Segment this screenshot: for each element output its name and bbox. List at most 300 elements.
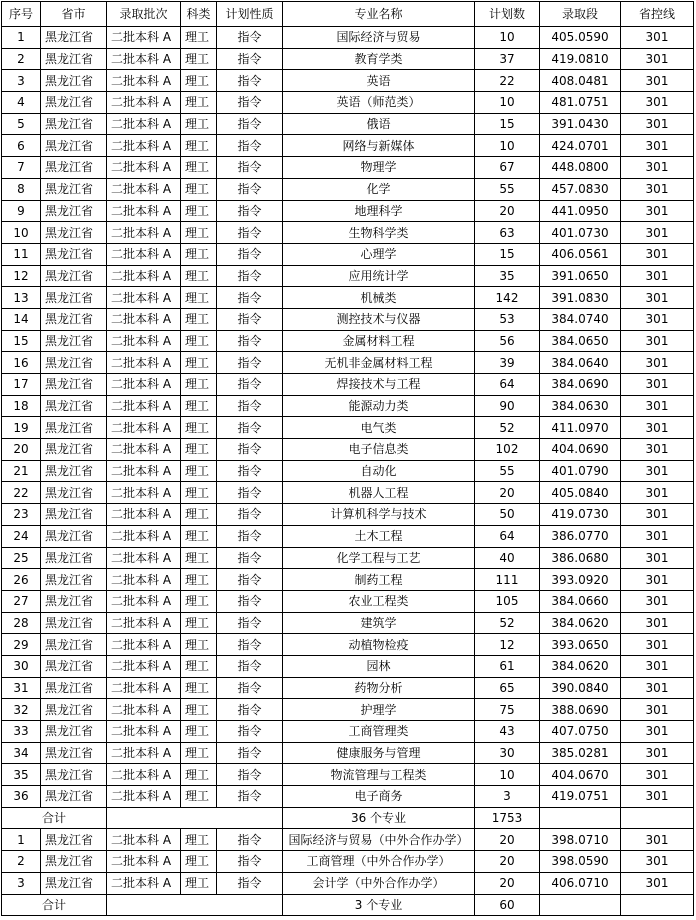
table-cell: 398.0590 xyxy=(540,851,621,873)
table-cell: 二批本科 A xyxy=(107,612,181,634)
table-cell: 能源动力类 xyxy=(283,395,475,417)
table-cell: 39 xyxy=(475,352,540,374)
table-cell: 理工 xyxy=(181,482,217,504)
table-cell: 23 xyxy=(2,504,41,526)
table-cell: 301 xyxy=(621,70,694,92)
admission-table xyxy=(1,1,694,916)
table-cell: 国际经济与贸易（中外合作办学） xyxy=(283,829,475,851)
table-row xyxy=(2,872,694,894)
table-cell: 二批本科 A xyxy=(107,721,181,743)
table-cell: 301 xyxy=(621,395,694,417)
table-cell: 301 xyxy=(621,460,694,482)
table-cell: 301 xyxy=(621,200,694,222)
table-cell: 指令 xyxy=(217,525,283,547)
empty-cell xyxy=(540,807,621,829)
table-cell: 384.0740 xyxy=(540,308,621,330)
column-header: 录取批次 xyxy=(107,2,181,27)
table-cell: 二批本科 A xyxy=(107,374,181,396)
table-cell: 应用统计学 xyxy=(283,265,475,287)
table-cell: 黑龙江省 xyxy=(41,612,107,634)
table-row xyxy=(2,547,694,569)
table-cell: 黑龙江省 xyxy=(41,70,107,92)
table-cell: 16 xyxy=(2,352,41,374)
table-cell: 301 xyxy=(621,786,694,808)
table-cell: 无机非金属材料工程 xyxy=(283,352,475,374)
table-cell: 二批本科 A xyxy=(107,634,181,656)
table-row xyxy=(2,851,694,873)
table-cell: 二批本科 A xyxy=(107,851,181,873)
table-cell: 黑龙江省 xyxy=(41,48,107,70)
table-cell: 指令 xyxy=(217,157,283,179)
table-cell: 401.0790 xyxy=(540,460,621,482)
table-cell: 301 xyxy=(621,504,694,526)
table-cell: 301 xyxy=(621,352,694,374)
table-cell: 301 xyxy=(621,27,694,49)
table-cell: 测控技术与仪器 xyxy=(283,308,475,330)
table-cell: 理工 xyxy=(181,612,217,634)
table-row xyxy=(2,764,694,786)
table-cell: 护理学 xyxy=(283,699,475,721)
table-cell: 301 xyxy=(621,178,694,200)
table-cell: 26 xyxy=(2,569,41,591)
table-cell: 32 xyxy=(2,699,41,721)
table-cell: 406.0710 xyxy=(540,872,621,894)
table-cell: 30 xyxy=(2,655,41,677)
table-cell: 386.0770 xyxy=(540,525,621,547)
table-row xyxy=(2,330,694,352)
table-cell: 二批本科 A xyxy=(107,395,181,417)
table-row xyxy=(2,287,694,309)
table-row xyxy=(2,460,694,482)
column-header: 计划数 xyxy=(475,2,540,27)
table-row xyxy=(2,308,694,330)
table-cell: 指令 xyxy=(217,482,283,504)
table-cell: 二批本科 A xyxy=(107,48,181,70)
table-cell: 404.0690 xyxy=(540,439,621,461)
table-cell: 化学工程与工艺 xyxy=(283,547,475,569)
table-cell: 黑龙江省 xyxy=(41,222,107,244)
table-cell: 二批本科 A xyxy=(107,786,181,808)
table-cell: 理工 xyxy=(181,590,217,612)
column-header: 录取段 xyxy=(540,2,621,27)
table-cell: 20 xyxy=(475,482,540,504)
table-cell: 理工 xyxy=(181,417,217,439)
table-cell: 指令 xyxy=(217,330,283,352)
table-row xyxy=(2,157,694,179)
table-cell: 指令 xyxy=(217,178,283,200)
table-cell: 30 xyxy=(475,742,540,764)
table-cell: 黑龙江省 xyxy=(41,135,107,157)
table-cell: 指令 xyxy=(217,460,283,482)
table-cell: 黑龙江省 xyxy=(41,829,107,851)
table-cell: 理工 xyxy=(181,222,217,244)
table-cell: 理工 xyxy=(181,547,217,569)
table-cell: 会计学（中外合作办学） xyxy=(283,872,475,894)
table-cell: 黑龙江省 xyxy=(41,677,107,699)
empty-cell xyxy=(107,807,283,829)
table-row xyxy=(2,569,694,591)
table-cell: 二批本科 A xyxy=(107,655,181,677)
header-row xyxy=(2,2,694,27)
table-cell: 448.0800 xyxy=(540,157,621,179)
table-cell: 65 xyxy=(475,677,540,699)
table-cell: 28 xyxy=(2,612,41,634)
table-cell: 指令 xyxy=(217,699,283,721)
table-cell: 理工 xyxy=(181,395,217,417)
table-cell: 指令 xyxy=(217,721,283,743)
column-header: 省市 xyxy=(41,2,107,27)
table-cell: 二批本科 A xyxy=(107,742,181,764)
table-cell: 网络与新媒体 xyxy=(283,135,475,157)
table-cell: 黑龙江省 xyxy=(41,352,107,374)
table-row xyxy=(2,178,694,200)
table-cell: 指令 xyxy=(217,504,283,526)
table-cell: 指令 xyxy=(217,677,283,699)
table-cell: 指令 xyxy=(217,634,283,656)
table-cell: 指令 xyxy=(217,243,283,265)
table-cell: 黑龙江省 xyxy=(41,308,107,330)
table-cell: 407.0750 xyxy=(540,721,621,743)
table-row xyxy=(2,135,694,157)
table-cell: 工商管理（中外合作办学） xyxy=(283,851,475,873)
table-cell: 理工 xyxy=(181,200,217,222)
table-cell: 405.0840 xyxy=(540,482,621,504)
table-cell: 411.0970 xyxy=(540,417,621,439)
table-cell: 理工 xyxy=(181,504,217,526)
table-cell: 黑龙江省 xyxy=(41,265,107,287)
table-cell: 301 xyxy=(621,417,694,439)
table-cell: 481.0751 xyxy=(540,92,621,114)
table-cell: 黑龙江省 xyxy=(41,742,107,764)
table-cell: 黑龙江省 xyxy=(41,590,107,612)
table-cell: 指令 xyxy=(217,92,283,114)
table-cell: 14 xyxy=(2,308,41,330)
table-cell: 64 xyxy=(475,374,540,396)
table-cell: 56 xyxy=(475,330,540,352)
table-cell: 384.0620 xyxy=(540,612,621,634)
table-cell: 二批本科 A xyxy=(107,677,181,699)
table-cell: 12 xyxy=(2,265,41,287)
table-cell: 理工 xyxy=(181,374,217,396)
table-cell: 24 xyxy=(2,525,41,547)
table-cell: 25 xyxy=(2,547,41,569)
table-cell: 教育学类 xyxy=(283,48,475,70)
total-cell: 60 xyxy=(475,894,540,916)
table-cell: 指令 xyxy=(217,352,283,374)
table-cell: 理工 xyxy=(181,786,217,808)
table-cell: 理工 xyxy=(181,178,217,200)
table-cell: 电子商务 xyxy=(283,786,475,808)
table-cell: 二批本科 A xyxy=(107,482,181,504)
table-cell: 理工 xyxy=(181,243,217,265)
table-cell: 建筑学 xyxy=(283,612,475,634)
table-cell: 黑龙江省 xyxy=(41,439,107,461)
table-cell: 457.0830 xyxy=(540,178,621,200)
table-row xyxy=(2,525,694,547)
table-cell: 2 xyxy=(2,851,41,873)
table-cell: 13 xyxy=(2,287,41,309)
table-cell: 2 xyxy=(2,48,41,70)
table-cell: 黑龙江省 xyxy=(41,764,107,786)
table-cell: 142 xyxy=(475,287,540,309)
table-cell: 药物分析 xyxy=(283,677,475,699)
table-cell: 9 xyxy=(2,200,41,222)
table-cell: 黑龙江省 xyxy=(41,200,107,222)
table-cell: 11 xyxy=(2,243,41,265)
column-header: 科类 xyxy=(181,2,217,27)
table-cell: 301 xyxy=(621,590,694,612)
table-cell: 心理学 xyxy=(283,243,475,265)
table-cell: 386.0680 xyxy=(540,547,621,569)
table-cell: 指令 xyxy=(217,200,283,222)
table-cell: 指令 xyxy=(217,265,283,287)
table-row xyxy=(2,742,694,764)
table-cell: 二批本科 A xyxy=(107,525,181,547)
table-cell: 15 xyxy=(475,243,540,265)
table-cell: 理工 xyxy=(181,851,217,873)
empty-cell xyxy=(621,894,694,916)
table-cell: 动植物检疫 xyxy=(283,634,475,656)
table-cell: 53 xyxy=(475,308,540,330)
column-header: 计划性质 xyxy=(217,2,283,27)
table-cell: 37 xyxy=(475,48,540,70)
table-cell: 391.0830 xyxy=(540,287,621,309)
table-cell: 384.0620 xyxy=(540,655,621,677)
table-row xyxy=(2,265,694,287)
table-cell: 5 xyxy=(2,113,41,135)
table-cell: 黑龙江省 xyxy=(41,460,107,482)
table-cell: 二批本科 A xyxy=(107,872,181,894)
table-cell: 20 xyxy=(475,829,540,851)
table-cell: 301 xyxy=(621,135,694,157)
table-cell: 理工 xyxy=(181,634,217,656)
table-cell: 301 xyxy=(621,374,694,396)
table-cell: 393.0920 xyxy=(540,569,621,591)
table-cell: 二批本科 A xyxy=(107,460,181,482)
table-cell: 10 xyxy=(2,222,41,244)
column-header: 序号 xyxy=(2,2,41,27)
table-cell: 黑龙江省 xyxy=(41,504,107,526)
total-cell: 1753 xyxy=(475,807,540,829)
table-cell: 390.0840 xyxy=(540,677,621,699)
table-cell: 1 xyxy=(2,27,41,49)
table-cell: 黑龙江省 xyxy=(41,699,107,721)
table-cell: 机械类 xyxy=(283,287,475,309)
table-cell: 20 xyxy=(475,200,540,222)
table-cell: 指令 xyxy=(217,829,283,851)
table-cell: 二批本科 A xyxy=(107,178,181,200)
table-cell: 393.0650 xyxy=(540,634,621,656)
table-cell: 理工 xyxy=(181,872,217,894)
table-cell: 理工 xyxy=(181,677,217,699)
table-cell: 17 xyxy=(2,374,41,396)
table-cell: 理工 xyxy=(181,439,217,461)
table-cell: 理工 xyxy=(181,70,217,92)
table-cell: 67 xyxy=(475,157,540,179)
total-row xyxy=(2,807,694,829)
table-cell: 29 xyxy=(2,634,41,656)
table-cell: 301 xyxy=(621,287,694,309)
table-cell: 指令 xyxy=(217,222,283,244)
table-cell: 农业工程类 xyxy=(283,590,475,612)
table-cell: 英语 xyxy=(283,70,475,92)
table-cell: 301 xyxy=(621,547,694,569)
table-cell: 黑龙江省 xyxy=(41,178,107,200)
table-cell: 34 xyxy=(2,742,41,764)
table-cell: 理工 xyxy=(181,287,217,309)
table-cell: 理工 xyxy=(181,27,217,49)
table-cell: 理工 xyxy=(181,525,217,547)
table-row xyxy=(2,721,694,743)
table-cell: 20 xyxy=(2,439,41,461)
table-cell: 理工 xyxy=(181,308,217,330)
table-cell: 10 xyxy=(475,764,540,786)
table-cell: 55 xyxy=(475,460,540,482)
table-cell: 指令 xyxy=(217,742,283,764)
table-cell: 二批本科 A xyxy=(107,92,181,114)
table-cell: 指令 xyxy=(217,612,283,634)
table-cell: 301 xyxy=(621,482,694,504)
table-cell: 419.0810 xyxy=(540,48,621,70)
table-cell: 385.0281 xyxy=(540,742,621,764)
table-cell: 388.0690 xyxy=(540,699,621,721)
table-cell: 理工 xyxy=(181,265,217,287)
table-cell: 10 xyxy=(475,135,540,157)
table-cell: 生物科学类 xyxy=(283,222,475,244)
table-cell: 地理科学 xyxy=(283,200,475,222)
table-row xyxy=(2,655,694,677)
table-cell: 301 xyxy=(621,222,694,244)
table-cell: 指令 xyxy=(217,27,283,49)
table-cell: 黑龙江省 xyxy=(41,27,107,49)
table-cell: 二批本科 A xyxy=(107,569,181,591)
table-cell: 27 xyxy=(2,590,41,612)
table-cell: 398.0710 xyxy=(540,829,621,851)
column-header: 专业名称 xyxy=(283,2,475,27)
table-cell: 301 xyxy=(621,157,694,179)
table-cell: 指令 xyxy=(217,48,283,70)
table-cell: 电气类 xyxy=(283,417,475,439)
table-row xyxy=(2,829,694,851)
table-row xyxy=(2,113,694,135)
table-cell: 黑龙江省 xyxy=(41,851,107,873)
table-cell: 黑龙江省 xyxy=(41,243,107,265)
table-cell: 301 xyxy=(621,872,694,894)
table-cell: 二批本科 A xyxy=(107,417,181,439)
table-cell: 4 xyxy=(2,92,41,114)
table-cell: 404.0670 xyxy=(540,764,621,786)
table-cell: 理工 xyxy=(181,721,217,743)
table-cell: 301 xyxy=(621,265,694,287)
table-cell: 384.0660 xyxy=(540,590,621,612)
table-cell: 20 xyxy=(475,851,540,873)
table-row xyxy=(2,439,694,461)
table-cell: 指令 xyxy=(217,764,283,786)
table-cell: 工商管理类 xyxy=(283,721,475,743)
table-cell: 理工 xyxy=(181,352,217,374)
table-cell: 物理学 xyxy=(283,157,475,179)
table-cell: 指令 xyxy=(217,786,283,808)
table-cell: 理工 xyxy=(181,764,217,786)
table-cell: 419.0751 xyxy=(540,786,621,808)
table-cell: 301 xyxy=(621,612,694,634)
table-cell: 二批本科 A xyxy=(107,330,181,352)
table-cell: 黑龙江省 xyxy=(41,547,107,569)
empty-cell xyxy=(107,894,283,916)
table-cell: 指令 xyxy=(217,70,283,92)
table-cell: 75 xyxy=(475,699,540,721)
table-cell: 441.0950 xyxy=(540,200,621,222)
total-cell: 合计 xyxy=(2,894,107,916)
table-row xyxy=(2,590,694,612)
table-cell: 二批本科 A xyxy=(107,829,181,851)
table-cell: 33 xyxy=(2,721,41,743)
table-cell: 301 xyxy=(621,851,694,873)
table-cell: 63 xyxy=(475,222,540,244)
table-cell: 二批本科 A xyxy=(107,590,181,612)
table-cell: 90 xyxy=(475,395,540,417)
table-cell: 理工 xyxy=(181,48,217,70)
table-cell: 金属材料工程 xyxy=(283,330,475,352)
table-cell: 焊接技术与工程 xyxy=(283,374,475,396)
table-cell: 111 xyxy=(475,569,540,591)
table-cell: 理工 xyxy=(181,92,217,114)
table-cell: 384.0690 xyxy=(540,374,621,396)
table-cell: 自动化 xyxy=(283,460,475,482)
table-cell: 黑龙江省 xyxy=(41,92,107,114)
table-cell: 指令 xyxy=(217,395,283,417)
table-row xyxy=(2,200,694,222)
table-cell: 52 xyxy=(475,612,540,634)
table-row xyxy=(2,222,694,244)
table-cell: 18 xyxy=(2,395,41,417)
table-cell: 301 xyxy=(621,569,694,591)
table-cell: 理工 xyxy=(181,113,217,135)
table-cell: 园林 xyxy=(283,655,475,677)
table-cell: 6 xyxy=(2,135,41,157)
table-cell: 35 xyxy=(2,764,41,786)
table-cell: 301 xyxy=(621,243,694,265)
table-cell: 物流管理与工程类 xyxy=(283,764,475,786)
table-cell: 黑龙江省 xyxy=(41,287,107,309)
table-cell: 384.0650 xyxy=(540,330,621,352)
table-cell: 指令 xyxy=(217,569,283,591)
table-cell: 黑龙江省 xyxy=(41,113,107,135)
table-cell: 指令 xyxy=(217,851,283,873)
table-cell: 理工 xyxy=(181,829,217,851)
table-cell: 二批本科 A xyxy=(107,157,181,179)
table-cell: 12 xyxy=(475,634,540,656)
table-row xyxy=(2,699,694,721)
table-cell: 二批本科 A xyxy=(107,439,181,461)
table-cell: 黑龙江省 xyxy=(41,157,107,179)
table-cell: 理工 xyxy=(181,157,217,179)
table-cell: 384.0640 xyxy=(540,352,621,374)
table-cell: 理工 xyxy=(181,569,217,591)
table-cell: 31 xyxy=(2,677,41,699)
table-cell: 301 xyxy=(621,829,694,851)
table-cell: 二批本科 A xyxy=(107,504,181,526)
table-cell: 7 xyxy=(2,157,41,179)
table-cell: 1 xyxy=(2,829,41,851)
table-cell: 40 xyxy=(475,547,540,569)
table-cell: 黑龙江省 xyxy=(41,330,107,352)
table-cell: 二批本科 A xyxy=(107,70,181,92)
table-cell: 黑龙江省 xyxy=(41,482,107,504)
table-cell: 301 xyxy=(621,439,694,461)
table-cell: 指令 xyxy=(217,417,283,439)
table-cell: 二批本科 A xyxy=(107,547,181,569)
